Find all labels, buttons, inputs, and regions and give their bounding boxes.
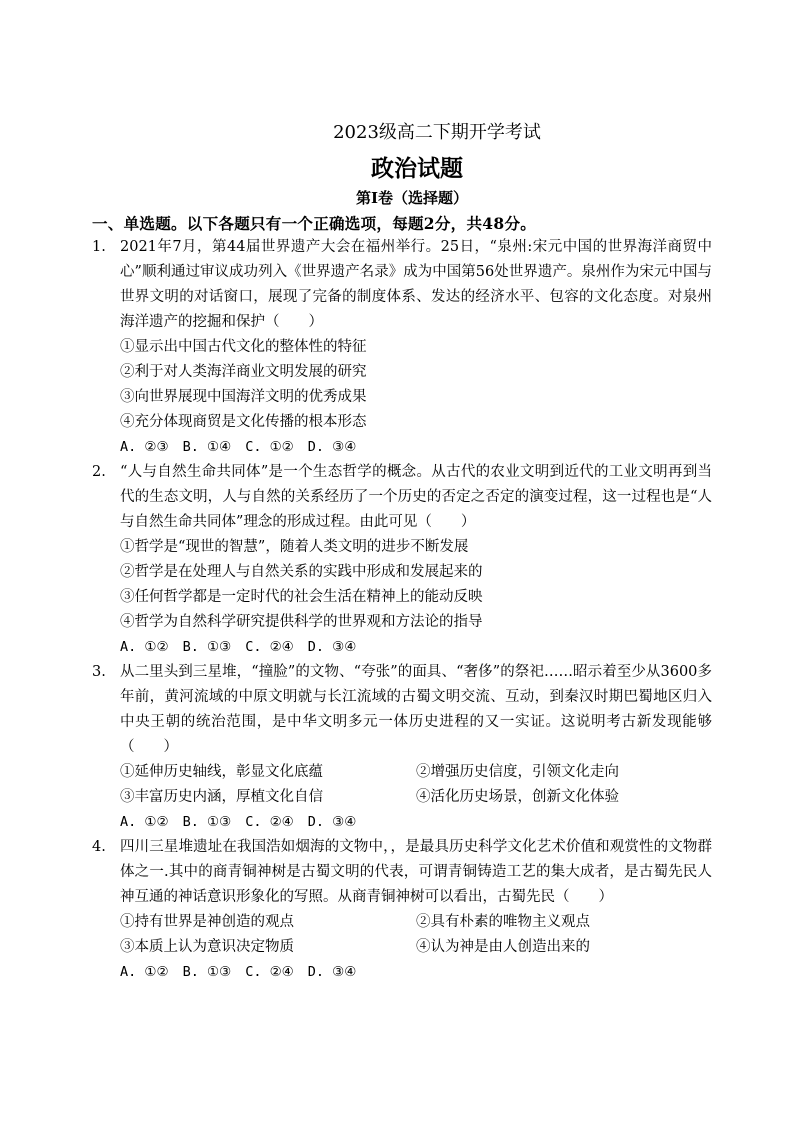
option-2: ②利于对人类海洋商业文明发展的研究 <box>120 364 367 380</box>
option-1: ①延伸历史轴线，彰显文化底蕴 <box>120 764 323 780</box>
answer-d[interactable]: D. ③④ <box>307 639 357 655</box>
answer-d[interactable]: D. ③④ <box>307 814 357 830</box>
option-3: ③本质上认为意识决定物质 <box>120 939 294 955</box>
answer-b[interactable]: B. ①③ <box>182 639 232 655</box>
section-heading: 一、单选题。以下各题只有一个正确选项，每题2分，共48分。 <box>92 214 537 233</box>
question-number: 3. <box>92 664 106 680</box>
question-2 <box>92 460 712 660</box>
answer-choices <box>120 810 712 835</box>
question-list <box>92 235 712 985</box>
question-stem: 四川三星堆遗址在我国浩如烟海的文物中，，是最具历史科学文化艺术价值和观赏性的文物群体之一.其中的商青铜神树是古蜀文明的代表，可谓青铜铸造工艺的集大成者，是古蜀先民人神互通的神话意识形象化的写照。从商青铜神树可以看出，古蜀先民（ ） <box>120 839 712 905</box>
answer-b[interactable]: B. ①③ <box>182 814 232 830</box>
option-row-1 <box>120 760 712 785</box>
exam-title: 2023级高二下期开学考试 <box>333 122 541 143</box>
option-3: ③丰富历史内涵，厚植文化自信 <box>120 789 323 805</box>
answer-c[interactable]: C. ②④ <box>245 814 294 830</box>
question-number: 2. <box>92 464 106 480</box>
answer-choices <box>120 635 712 660</box>
option-row-2 <box>120 935 712 960</box>
answer-a[interactable]: A. ①② <box>120 964 169 980</box>
answer-b[interactable]: B. ①④ <box>182 439 232 455</box>
option-4: ④充分体现商贸是文化传播的根本形态 <box>120 414 367 430</box>
option-3: ③向世界展现中国海洋文明的优秀成果 <box>120 389 367 405</box>
answer-d[interactable]: D. ③④ <box>307 964 357 980</box>
option-4: ④活化历史场景，创新文化体验 <box>416 789 619 805</box>
answer-a[interactable]: A. ①② <box>120 639 169 655</box>
subject-title: 政治试题 <box>371 155 463 182</box>
answer-a[interactable]: A. ②③ <box>120 439 169 455</box>
option-1: ①哲学是“现世的智慧”，随着人类文明的进步不断发展 <box>120 539 469 555</box>
option-4: ④认为神是由人创造出来的 <box>416 939 590 955</box>
part-title: 第Ⅰ卷（选择题） <box>355 189 469 207</box>
option-2: ②具有朴素的唯物主义观点 <box>416 914 590 930</box>
option-2: ②哲学是在处理人与自然关系的实践中形成和发展起来的 <box>120 564 483 580</box>
answer-choices <box>120 960 712 985</box>
option-4: ④哲学为自然科学研究提供科学的世界观和方法论的指导 <box>120 614 483 630</box>
option-1: ①显示出中国古代文化的整体性的特征 <box>120 339 367 355</box>
question-number: 4. <box>92 839 106 855</box>
question-number: 1. <box>92 239 106 255</box>
answer-b[interactable]: B. ①③ <box>182 964 232 980</box>
answer-choices <box>120 435 712 460</box>
answer-c[interactable]: C. ①② <box>245 439 294 455</box>
question-3 <box>92 660 712 835</box>
option-row-1 <box>120 910 712 935</box>
option-1: ①持有世界是神创造的观点 <box>120 914 294 930</box>
answer-c[interactable]: C. ②④ <box>245 964 294 980</box>
question-stem: “人与自然生命共同体”是一个生态哲学的概念。从古代的农业文明到近代的工业文明再到当代的生态文明，人与自然的关系经历了一个历史的否定之否定的演变过程，这一过程也是“人与自然生命共同体”理念的形成过程。由此可见（ ） <box>120 464 712 530</box>
option-3: ③任何哲学都是一定时代的社会生活在精神上的能动反映 <box>120 589 483 605</box>
answer-d[interactable]: D. ③④ <box>307 439 357 455</box>
option-2: ②增强历史信度，引领文化走向 <box>416 764 619 780</box>
question-stem: 从二里头到三星堆，“撞脸”的文物、“夸张”的面具、“奢侈”的祭祀……昭示着至少从3600多年前，黄河流域的中原文明就与长江流域的古蜀文明交流、互动，到秦汉时期巴蜀地区归入中央王朝的统治范围，是中华文明多元一体历史进程的又一实证。这说明考古新发现能够（ ） <box>120 664 712 755</box>
question-stem: 2021年7月，第44届世界遗产大会在福州举行。25日，“泉州:宋元中国的世界海洋商贸中心”顺利通过审议成功列入《世界遗产名录》成为中国第56处世界遗产。泉州作为宋元中国与世界文明的对话窗口，展现了完备的制度体系、发达的经济水平、包容的文化态度。对泉州海洋遗产的挖掘和保护（ ） <box>120 239 712 330</box>
question-1 <box>92 235 712 460</box>
answer-a[interactable]: A. ①② <box>120 814 169 830</box>
option-row-2 <box>120 785 712 810</box>
question-4 <box>92 835 712 985</box>
answer-c[interactable]: C. ②④ <box>245 639 294 655</box>
